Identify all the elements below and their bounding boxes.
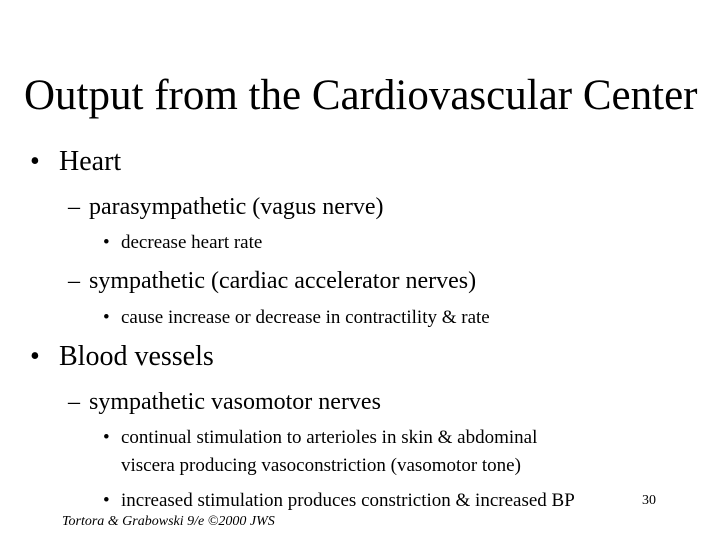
point-continual-stimulation: continual stimulation to arterioles in skin & abdominal xyxy=(121,427,538,448)
sub-bullet-vasomotor: sympathetic vasomotor nerves xyxy=(89,389,381,415)
slide-title: Output from the Cardiovascular Center xyxy=(24,72,698,119)
sub-bullet-sympathetic-cardiac: sympathetic (cardiac accelerator nerves) xyxy=(89,268,477,294)
dash-marker: – xyxy=(68,194,80,220)
point-marker: • xyxy=(103,232,110,253)
page-number: 30 xyxy=(642,493,656,508)
bullet-heart: Heart xyxy=(59,146,122,177)
dash-marker: – xyxy=(68,389,80,415)
point-marker: • xyxy=(103,307,110,328)
bullet-marker: • xyxy=(30,146,40,177)
point-increased-stimulation: increased stimulation produces constriction & increased BP xyxy=(121,490,575,511)
point-marker: • xyxy=(103,490,110,511)
bullet-marker: • xyxy=(30,341,40,372)
dash-marker: – xyxy=(68,268,80,294)
point-contractility: cause increase or decrease in contractility & rate xyxy=(121,307,490,328)
point-continual-stimulation-cont: viscera producing vasoconstriction (vasomotor tone) xyxy=(121,455,521,476)
bullet-blood-vessels: Blood vessels xyxy=(59,341,214,372)
point-decrease-heart-rate: decrease heart rate xyxy=(121,232,263,253)
sub-bullet-parasympathetic: parasympathetic (vagus nerve) xyxy=(89,194,384,220)
footer-citation: Tortora & Grabowski 9/e ©2000 JWS xyxy=(62,514,275,529)
point-marker: • xyxy=(103,427,110,448)
